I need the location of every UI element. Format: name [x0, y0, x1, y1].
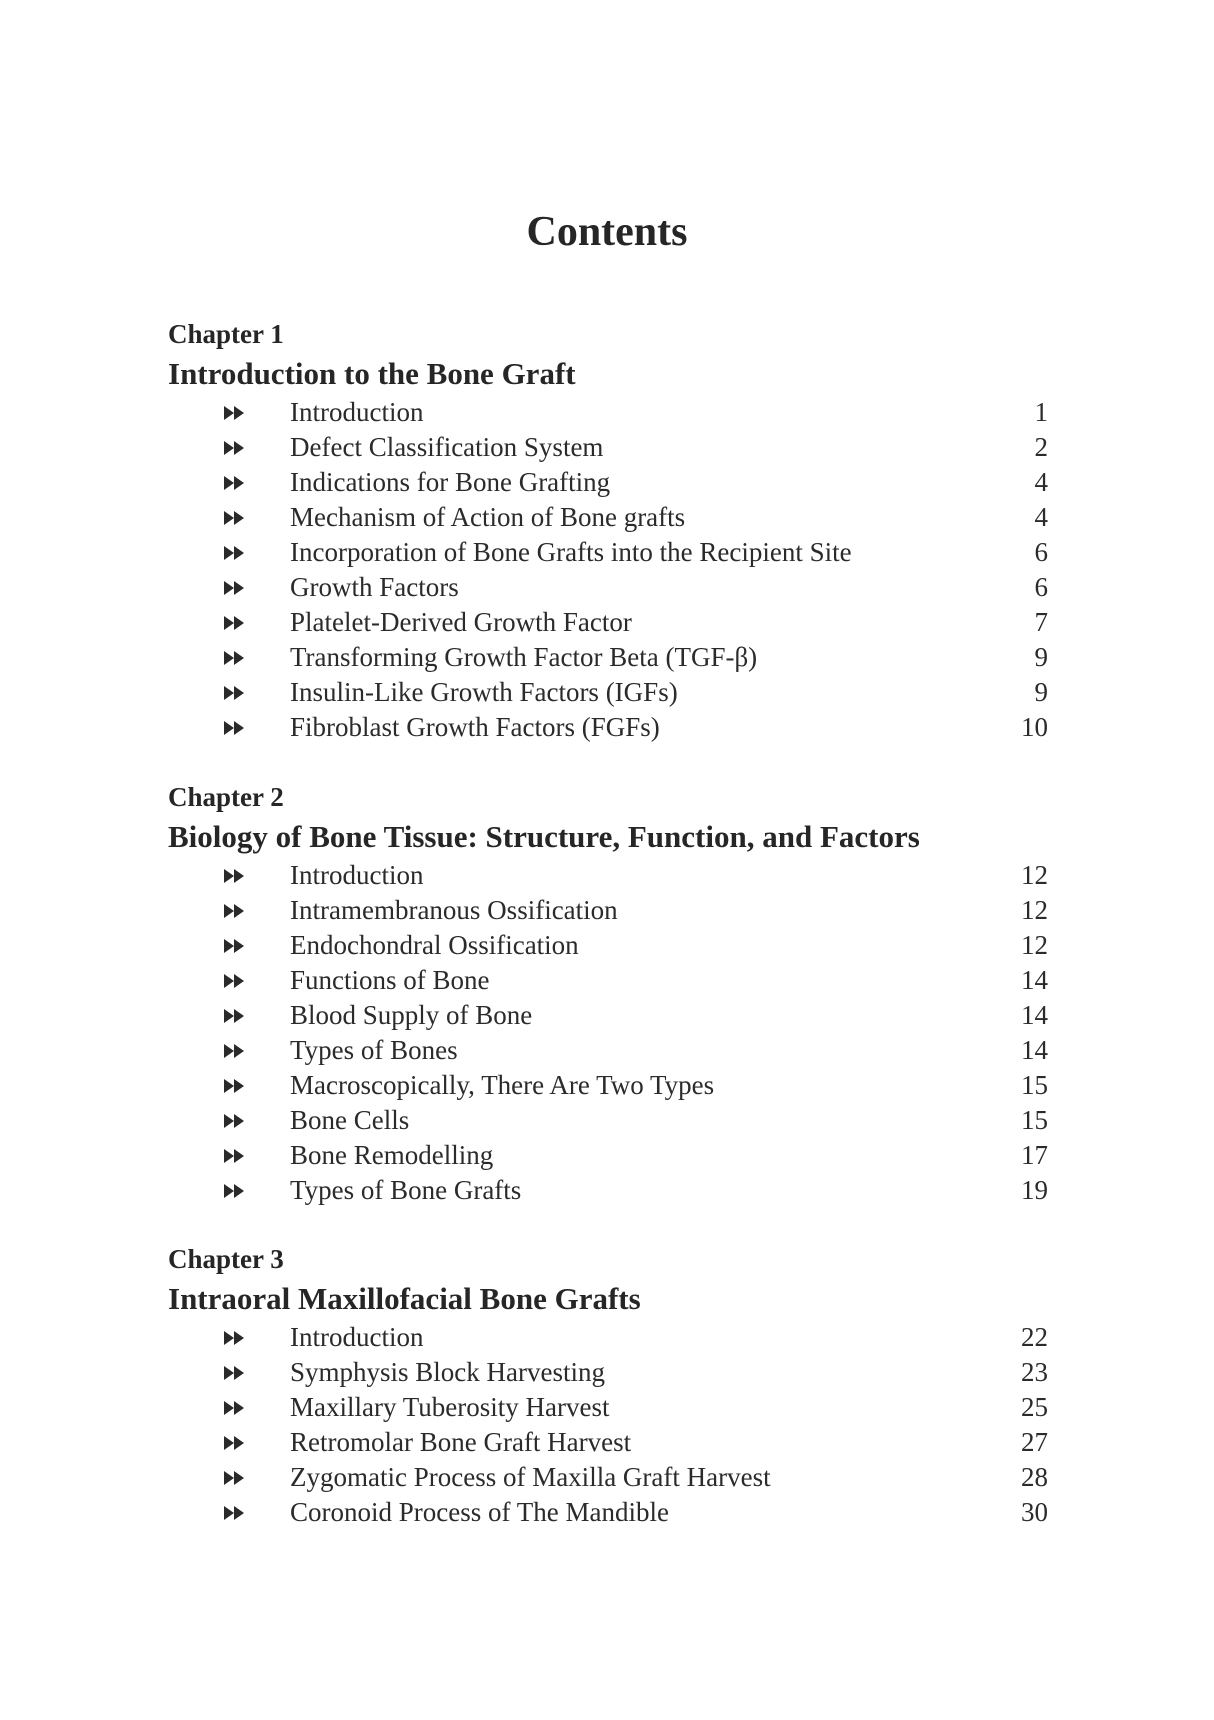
double-arrow-bullet-icon [224, 963, 248, 998]
toc-entry[interactable] [168, 570, 1048, 605]
toc-entry-page: 19 [1021, 1175, 1048, 1205]
toc-entry[interactable] [168, 605, 1048, 640]
toc-entry[interactable] [168, 535, 1048, 570]
toc-entry[interactable] [168, 1355, 1048, 1390]
double-arrow-bullet-icon [224, 1460, 248, 1495]
double-arrow-bullet-icon [224, 1103, 248, 1138]
toc-entry[interactable] [168, 1173, 1048, 1208]
toc-entry-page: 9 [1034, 677, 1048, 707]
toc-entry-page: 9 [1034, 642, 1048, 672]
double-arrow-bullet-icon [224, 500, 248, 535]
double-arrow-bullet-icon [224, 1355, 248, 1390]
double-arrow-bullet-icon [224, 998, 248, 1033]
toc-entry-title: Retromolar Bone Graft Harvest [290, 1427, 632, 1457]
toc-entry-page: 14 [1021, 1000, 1048, 1030]
double-arrow-bullet-icon [224, 675, 248, 710]
double-arrow-bullet-icon [224, 535, 248, 570]
double-arrow-bullet-icon [224, 710, 248, 745]
chapter-1 [168, 317, 1048, 745]
double-arrow-bullet-icon [224, 640, 248, 675]
toc-entry-page: 12 [1021, 895, 1048, 925]
toc-entry[interactable] [168, 640, 1048, 675]
toc-entry-title: Fibroblast Growth Factors (FGFs) [290, 712, 660, 742]
toc-entry-title: Introduction [290, 397, 424, 427]
toc-entry-title: Symphysis Block Harvesting [290, 1357, 605, 1387]
toc-entry-title: Maxillary Tuberosity Harvest [290, 1392, 610, 1422]
toc-entry-page: 2 [1034, 432, 1048, 462]
toc-entry-page: 7 [1034, 607, 1048, 637]
toc-entry-page: 10 [1021, 712, 1048, 742]
double-arrow-bullet-icon [224, 570, 248, 605]
chapter-label: Chapter 2 [168, 782, 284, 812]
toc-entry-title: Introduction [290, 860, 424, 890]
double-arrow-bullet-icon [224, 465, 248, 500]
double-arrow-bullet-icon [224, 1425, 248, 1460]
toc-entry[interactable] [168, 395, 1048, 430]
page-title: Contents [526, 209, 688, 255]
chapter-label: Chapter 1 [168, 319, 284, 349]
chapter-2 [168, 780, 1048, 1208]
toc-entry-title: Types of Bone Grafts [290, 1175, 522, 1205]
toc-entry[interactable] [168, 1460, 1048, 1495]
double-arrow-bullet-icon [224, 1173, 248, 1208]
toc-entry-page: 14 [1021, 1035, 1048, 1065]
toc-entry-page: 12 [1021, 930, 1048, 960]
double-arrow-bullet-icon [224, 1033, 248, 1068]
toc-entry-page: 23 [1021, 1357, 1048, 1387]
double-arrow-bullet-icon [224, 928, 248, 963]
toc-entry-page: 4 [1034, 502, 1048, 532]
double-arrow-bullet-icon [224, 395, 248, 430]
double-arrow-bullet-icon [224, 893, 248, 928]
toc-entry-title: Introduction [290, 1322, 424, 1352]
toc-entry[interactable] [168, 1425, 1048, 1460]
chapter-title: Intraoral Maxillofacial Bone Grafts [168, 1281, 641, 1316]
double-arrow-bullet-icon [224, 605, 248, 640]
toc-entry-title: Zygomatic Process of Maxilla Graft Harvest [290, 1462, 771, 1492]
toc-entry-page: 6 [1034, 572, 1048, 602]
toc-entry[interactable] [168, 998, 1048, 1033]
toc-entry[interactable] [168, 893, 1048, 928]
toc-entry-page: 15 [1021, 1070, 1048, 1100]
toc-entry-list [168, 858, 1048, 1208]
double-arrow-bullet-icon [224, 1390, 248, 1425]
chapter-title: Introduction to the Bone Graft [168, 356, 576, 391]
toc-entry-list [168, 1320, 1048, 1530]
toc-entry-title: Bone Cells [290, 1105, 410, 1135]
toc-entry-list [168, 395, 1048, 745]
toc-entry-title: Coronoid Process of The Mandible [290, 1497, 669, 1527]
toc-entry-title: Defect Classification System [290, 432, 604, 462]
toc-entry-page: 30 [1021, 1497, 1048, 1527]
toc-entry[interactable] [168, 500, 1048, 535]
toc-entry-title: Insulin-Like Growth Factors (IGFs) [290, 677, 678, 707]
double-arrow-bullet-icon [224, 1068, 248, 1103]
double-arrow-bullet-icon [224, 1138, 248, 1173]
toc-entry-page: 27 [1021, 1427, 1048, 1457]
toc-entry[interactable] [168, 928, 1048, 963]
double-arrow-bullet-icon [224, 1495, 248, 1530]
toc-entry[interactable] [168, 1138, 1048, 1173]
chapter-title: Biology of Bone Tissue: Structure, Function, and Factors [168, 819, 920, 854]
toc-entry[interactable] [168, 858, 1048, 893]
double-arrow-bullet-icon [224, 858, 248, 893]
toc-entry-page: 15 [1021, 1105, 1048, 1135]
toc-entry-title: Endochondral Ossification [290, 930, 579, 960]
toc-entry-page: 22 [1021, 1322, 1048, 1352]
toc-entry-title: Indications for Bone Grafting [290, 467, 611, 497]
toc-entry-title: Types of Bones [290, 1035, 458, 1065]
toc-entry[interactable] [168, 430, 1048, 465]
toc-entry-page: 1 [1034, 397, 1048, 427]
toc-entry-page: 4 [1034, 467, 1048, 497]
toc-entry-title: Mechanism of Action of Bone grafts [290, 502, 686, 532]
toc-entry[interactable] [168, 1068, 1048, 1103]
chapter-3 [168, 1242, 1048, 1530]
toc-entry[interactable] [168, 1033, 1048, 1068]
toc-entry[interactable] [168, 710, 1048, 745]
toc-entry-title: Bone Remodelling [290, 1140, 494, 1170]
toc-entry-title: Incorporation of Bone Grafts into the Recipient Site [290, 537, 852, 567]
toc-entry-page: 14 [1021, 965, 1048, 995]
toc-entry-title: Macroscopically, There Are Two Types [290, 1070, 715, 1100]
toc-entry[interactable] [168, 1320, 1048, 1355]
toc-entry-page: 28 [1021, 1462, 1048, 1492]
double-arrow-bullet-icon [224, 1320, 248, 1355]
toc-entry[interactable] [168, 1103, 1048, 1138]
toc-entry-title: Transforming Growth Factor Beta (TGF-β) [290, 642, 758, 672]
toc-entry-title: Functions of Bone [290, 965, 490, 995]
toc-entry-title: Intramembranous Ossification [290, 895, 618, 925]
toc-entry[interactable] [168, 1390, 1048, 1425]
toc-entry[interactable] [168, 963, 1048, 998]
toc-entry[interactable] [168, 1495, 1048, 1530]
toc-entry-title: Platelet-Derived Growth Factor [290, 607, 632, 637]
toc-entry-page: 17 [1021, 1140, 1048, 1170]
toc-entry-page: 12 [1021, 860, 1048, 890]
toc-entry[interactable] [168, 465, 1048, 500]
toc-entry-page: 25 [1021, 1392, 1048, 1422]
double-arrow-bullet-icon [224, 430, 248, 465]
toc-entry-title: Growth Factors [290, 572, 459, 602]
chapter-label: Chapter 3 [168, 1244, 284, 1274]
toc-entry[interactable] [168, 675, 1048, 710]
toc-entry-page: 6 [1034, 537, 1048, 567]
toc-entry-title: Blood Supply of Bone [290, 1000, 533, 1030]
